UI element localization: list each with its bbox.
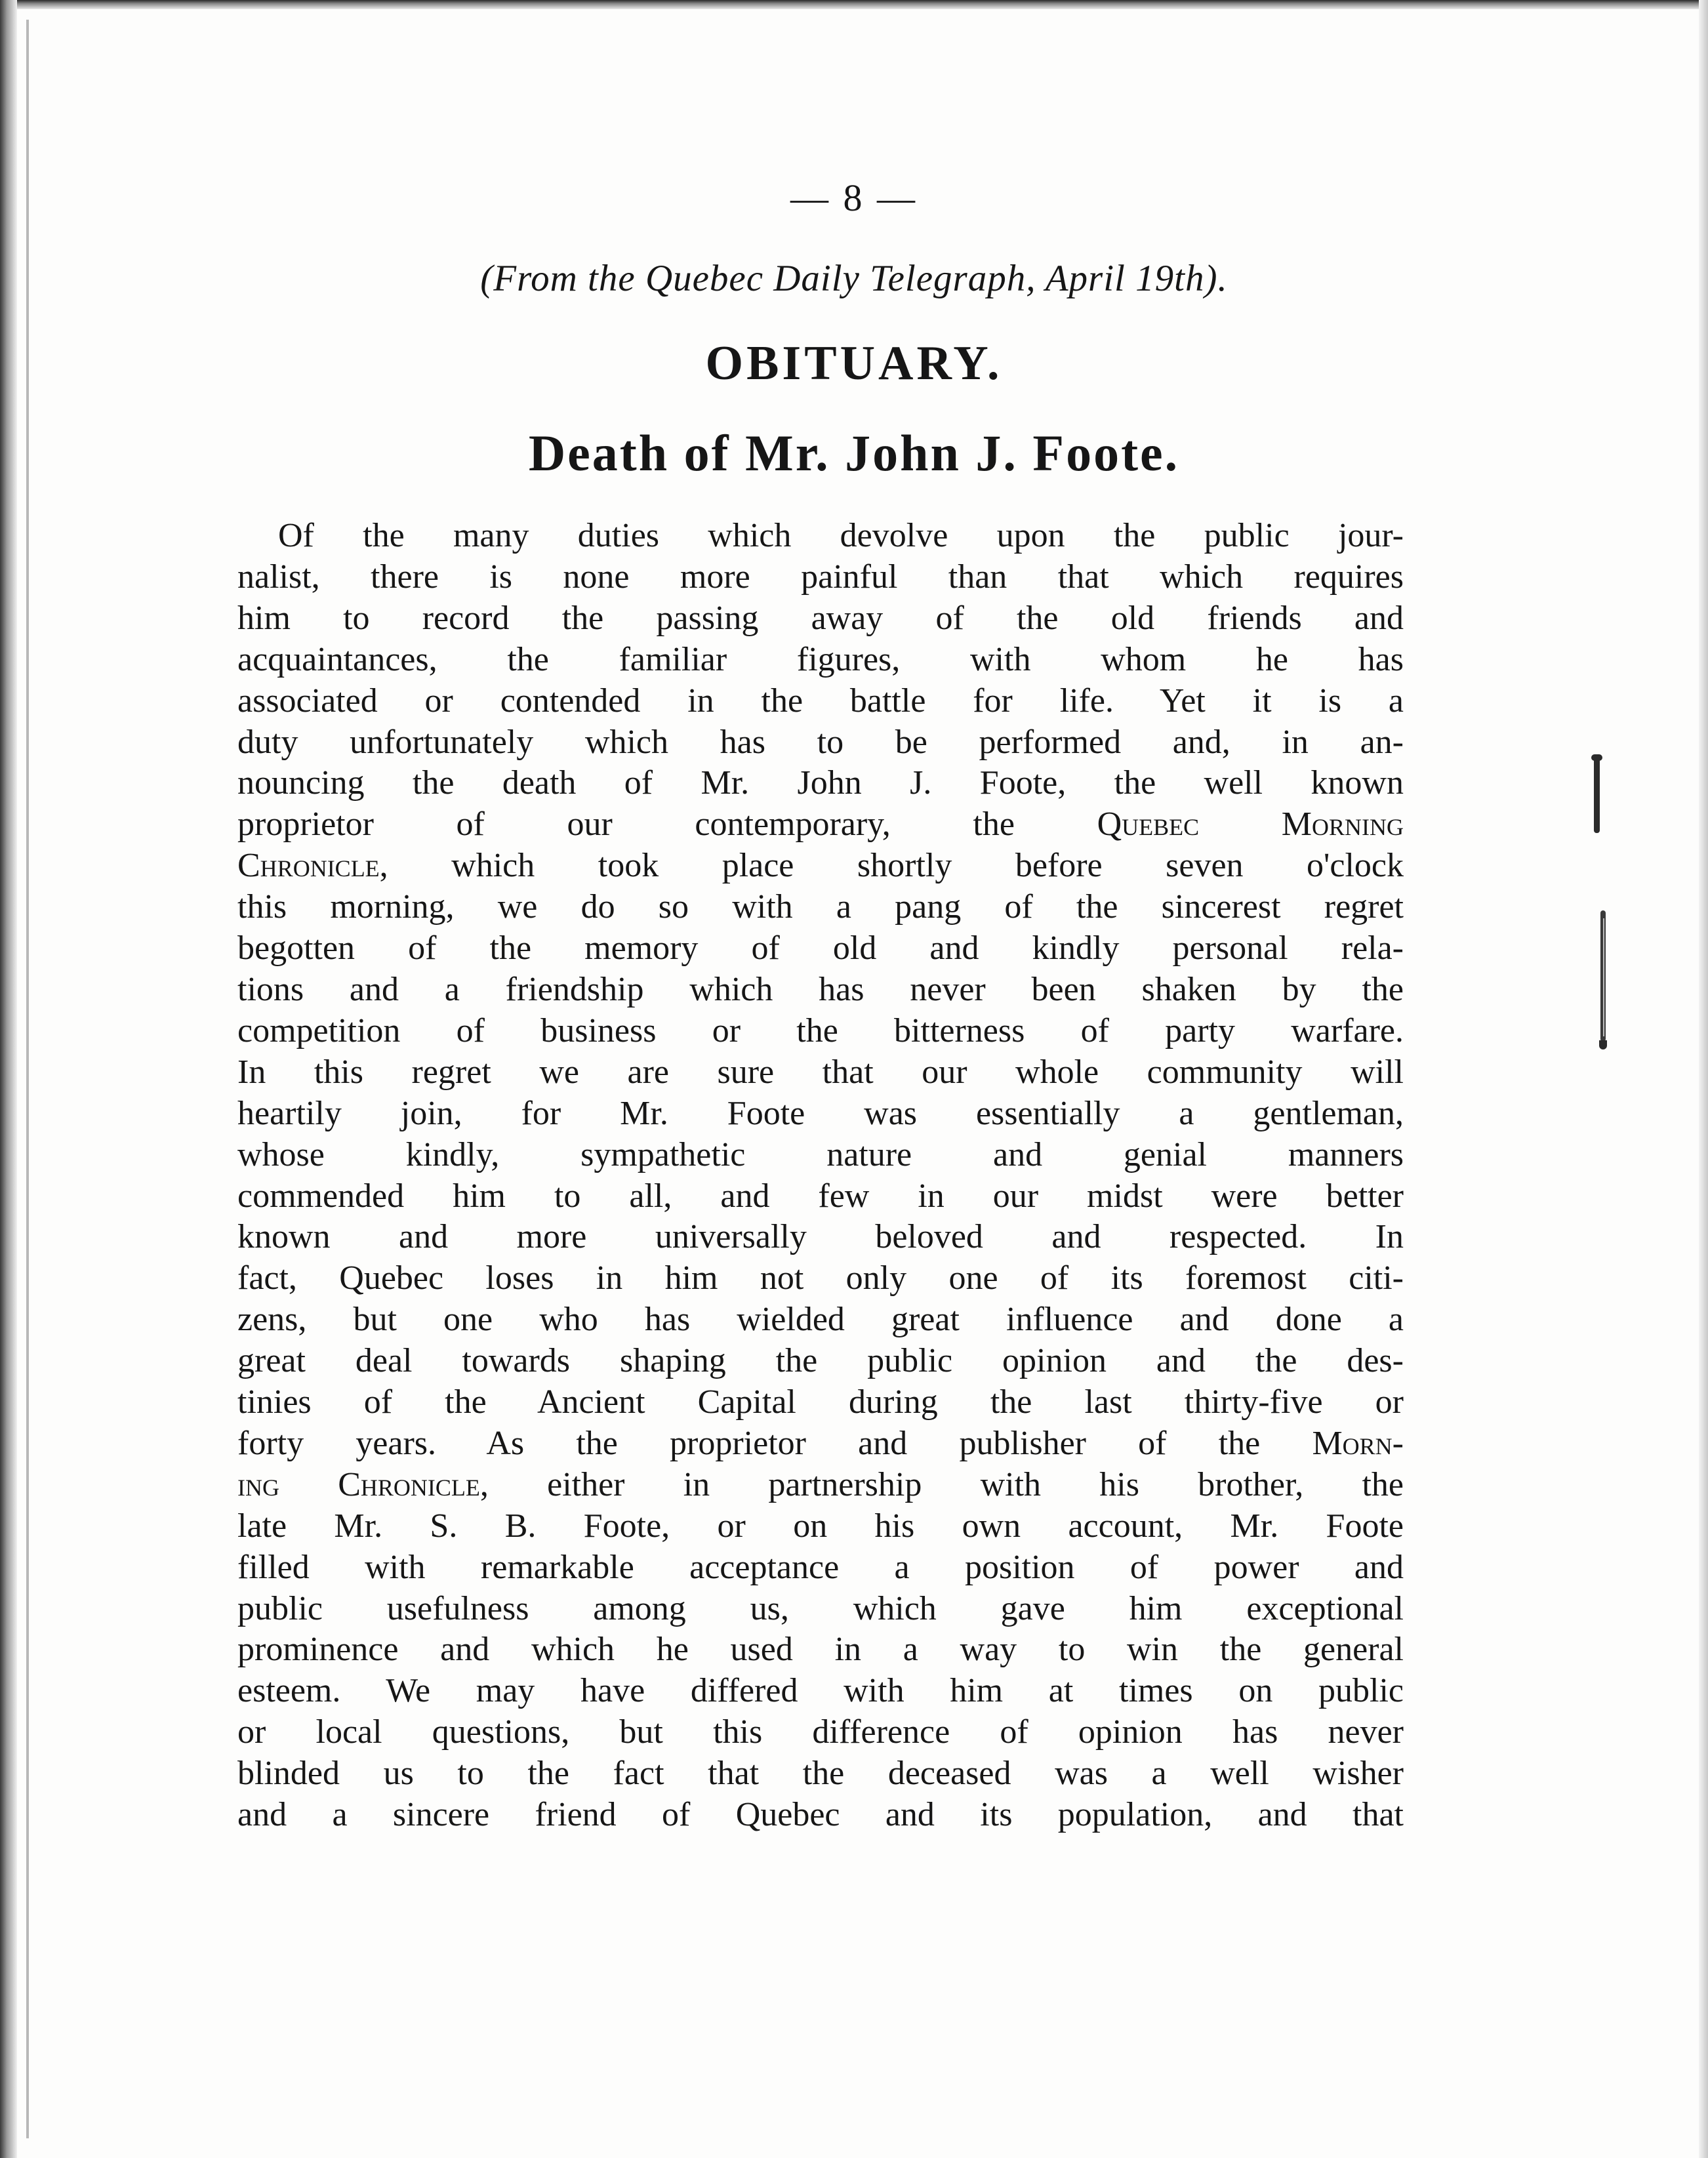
page-number: — 8 — xyxy=(790,176,918,219)
article-text: , which took place shortly before seven o'clock xyxy=(379,847,1404,885)
article-title: Death of Mr. John J. Foote. xyxy=(528,424,1180,481)
scan-edge-top xyxy=(0,0,1708,9)
article-text: him to record the passing away of the old friends and xyxy=(237,599,1404,637)
article-line xyxy=(237,928,1404,969)
article-line xyxy=(237,804,1404,845)
article-line xyxy=(237,1753,1404,1795)
article-text: begotten of the memory of old and kindly personal rela- xyxy=(237,929,1404,967)
article-text: nalist, there is none more painful than that which requires xyxy=(237,558,1404,596)
article-text: tinies of the Ancient Capital during the last thirty-five or xyxy=(237,1383,1404,1421)
newspaper-name: ing Chronicle xyxy=(237,1465,480,1503)
article-line xyxy=(237,763,1404,804)
article-line xyxy=(237,1341,1404,1382)
article-body xyxy=(237,516,1404,1836)
article-text: proprietor of our contemporary, the xyxy=(237,805,1097,844)
article-line xyxy=(237,557,1404,598)
article-text: fact, Quebec loses in him not only one of its foremost citi- xyxy=(237,1259,1404,1297)
article-text: known and more universally beloved and respected. In xyxy=(237,1218,1404,1256)
article-line xyxy=(237,1423,1404,1465)
article-line xyxy=(237,969,1404,1011)
article-line xyxy=(237,887,1404,928)
newspaper-name: Morn- xyxy=(1312,1424,1404,1462)
scan-edge-left xyxy=(0,0,17,2158)
article-line xyxy=(237,1011,1404,1052)
article-line xyxy=(237,1589,1404,1630)
article-line xyxy=(237,516,1404,557)
article-text: associated or contended in the battle for life. Yet it is a xyxy=(237,682,1404,720)
article-text: filled with remarkable acceptance a position of power and xyxy=(237,1548,1404,1586)
article-line xyxy=(237,1712,1404,1753)
article-text: blinded us to the fact that the deceased was a well wisher xyxy=(237,1755,1404,1793)
article-text: great deal towards shaping the public opinion and the des- xyxy=(237,1342,1404,1380)
article-text: zens, but one who has wielded great influence and done a xyxy=(237,1301,1404,1339)
source-citation: (From the Quebec Daily Telegraph, April 19th). xyxy=(480,258,1228,299)
article-line xyxy=(237,598,1404,640)
newspaper-name: Chronicle xyxy=(237,847,380,885)
article-text: commended him to all, and few in our midst were better xyxy=(237,1177,1404,1215)
article-text: In this regret we are sure that our whole community will xyxy=(237,1053,1404,1091)
article-text: this morning, we do so with a pang of the sincerest regret xyxy=(237,888,1404,926)
article-text: Of the many duties which devolve upon the public jour- xyxy=(278,517,1404,554)
article-line xyxy=(237,1465,1404,1506)
article-text: or local questions, but this difference of opinion has never xyxy=(237,1713,1404,1751)
article-line xyxy=(237,1052,1404,1093)
newspaper-name: Quebec Morning xyxy=(1097,805,1404,844)
article-line xyxy=(237,1506,1404,1547)
article-line xyxy=(237,1795,1404,1836)
article-line xyxy=(237,1547,1404,1589)
article-line xyxy=(237,1629,1404,1671)
article-text: competition of business or the bitterness of party warfare. xyxy=(237,1011,1404,1049)
article-text: tions and a friendship which has never been shaken by the xyxy=(237,970,1404,1008)
article-text: esteem. We may have differed with him at times on public xyxy=(237,1672,1404,1710)
article-text: , either in partnership with his brother, the xyxy=(479,1465,1404,1503)
article-line xyxy=(237,1176,1404,1217)
article-text: nouncing the death of Mr. John J. Foote, the well known xyxy=(237,764,1404,802)
margin-mark-tip xyxy=(1599,1040,1607,1049)
article-text: and a sincere friend of Quebec and its population, and that xyxy=(237,1796,1404,1834)
article-text: acquaintances, the familiar figures, with whom he has xyxy=(237,640,1404,678)
article-text: duty unfortunately which has to be performed and, in an- xyxy=(237,723,1404,761)
article-text: public usefulness among us, which gave him exceptional xyxy=(237,1589,1404,1627)
margin-mark xyxy=(1594,756,1600,833)
article-text: forty years. As the proprietor and publisher of the xyxy=(237,1424,1312,1462)
margin-mark-highlight xyxy=(1603,918,1604,1036)
article-line xyxy=(237,1299,1404,1341)
obituary-heading: OBITUARY. xyxy=(705,336,1003,390)
scan-edge-right xyxy=(1699,0,1708,2158)
article-line xyxy=(237,1093,1404,1135)
article-text: prominence and which he used in a way to win the general xyxy=(237,1631,1404,1669)
article-line xyxy=(237,1382,1404,1423)
article-line xyxy=(237,722,1404,763)
article-line xyxy=(237,681,1404,722)
article-line xyxy=(237,845,1404,887)
article-line xyxy=(237,1217,1404,1258)
article-line xyxy=(237,640,1404,681)
article-line xyxy=(237,1671,1404,1712)
article-line xyxy=(237,1135,1404,1176)
article-text: whose kindly, sympathetic nature and genial manners xyxy=(237,1135,1404,1173)
article-line xyxy=(237,1258,1404,1299)
article-text: late Mr. S. B. Foote, or on his own account, Mr. Foote xyxy=(237,1507,1404,1545)
article-text: heartily join, for Mr. Foote was essentially a gentleman, xyxy=(237,1094,1404,1132)
